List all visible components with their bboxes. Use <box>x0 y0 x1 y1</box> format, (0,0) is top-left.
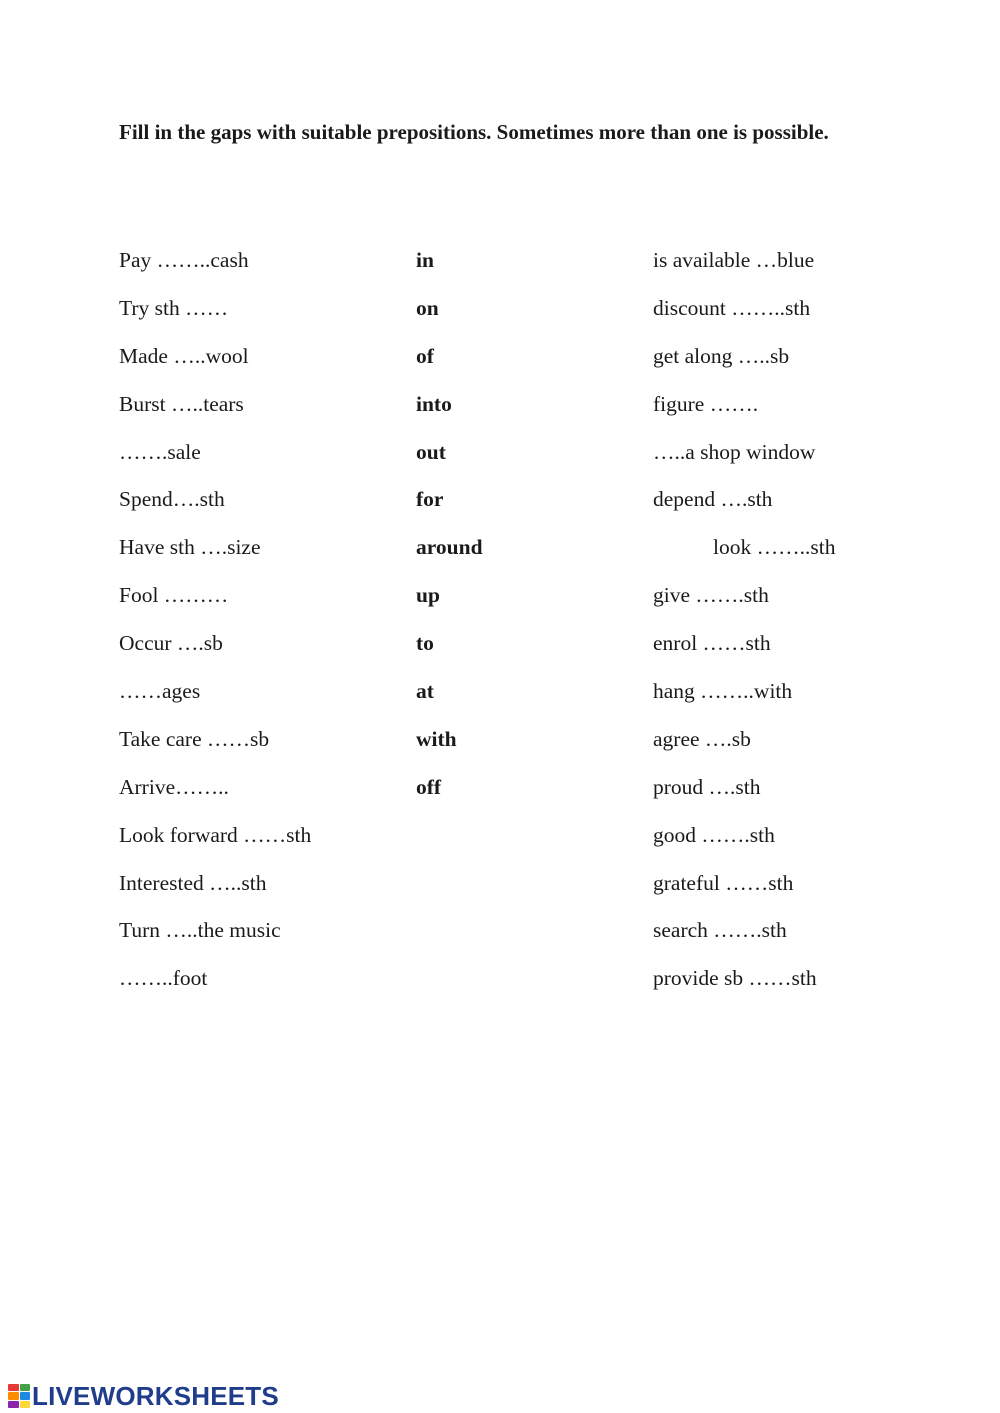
instructions: Fill in the gaps with suitable prepositions. Sometimes more than one is possible. <box>119 120 829 144</box>
phrase-item: proud ….sth <box>653 774 761 799</box>
phrase-item: Fool ……… <box>119 583 229 608</box>
phrase-item: Have sth ….size <box>119 535 261 560</box>
phrase-item: search …….sth <box>653 918 787 943</box>
phrase-item: Occur ….sb <box>119 631 223 656</box>
logo-square <box>20 1401 31 1408</box>
phrase-item: grateful ……sth <box>653 870 794 895</box>
phrase-list-left <box>119 243 311 1009</box>
preposition-item: of <box>416 343 434 368</box>
preposition-item: to <box>416 631 434 656</box>
phrase-item: ……..foot <box>119 966 208 991</box>
phrase-item: look ……..sth <box>713 535 836 560</box>
phrase-item: good …….sth <box>653 822 775 847</box>
phrase-item: Try sth …… <box>119 295 229 320</box>
phrase-item: …..a shop window <box>653 439 816 464</box>
preposition-item: out <box>416 439 446 464</box>
phrase-item: Made …..wool <box>119 343 249 368</box>
logo-square <box>20 1392 31 1399</box>
phrase-item: Pay ……..cash <box>119 248 249 272</box>
logo-square <box>8 1384 19 1391</box>
logo-square <box>20 1384 31 1391</box>
preposition-item: up <box>416 583 440 608</box>
preposition-item: on <box>416 295 439 320</box>
phrase-item: give …….sth <box>653 583 769 608</box>
preposition-bank <box>416 243 483 818</box>
phrase-item: provide sb ……sth <box>653 966 817 991</box>
phrase-item: depend ….sth <box>653 487 773 512</box>
phrase-item: hang ……..with <box>653 679 793 704</box>
preposition-item: off <box>416 774 442 799</box>
logo-text: LIVEWORKSHEETS <box>32 1381 279 1411</box>
preposition-item: in <box>416 248 434 272</box>
logo-mark-icon <box>8 1384 30 1408</box>
phrase-item: enrol ……sth <box>653 631 771 656</box>
phrase-item: is available …blue <box>653 248 815 272</box>
preposition-item: for <box>416 487 444 512</box>
phrase-item: discount ……..sth <box>653 295 811 320</box>
phrase-list-right <box>653 243 835 1009</box>
preposition-item: into <box>416 391 452 416</box>
phrase-item: Burst …..tears <box>119 391 244 416</box>
phrase-item: agree ….sb <box>653 726 751 751</box>
preposition-item: around <box>416 535 483 560</box>
phrase-item: ……ages <box>119 679 201 704</box>
phrase-item: figure ……. <box>653 391 759 416</box>
logo-square <box>8 1392 19 1399</box>
phrase-item: Turn …..the music <box>119 918 281 943</box>
phrase-item: Arrive…….. <box>119 774 229 799</box>
phrase-item: …….sale <box>119 439 201 464</box>
preposition-item: with <box>416 726 457 751</box>
preposition-item: at <box>416 679 434 704</box>
phrase-item: Take care ……sb <box>119 726 270 751</box>
liveworksheets-logo <box>8 1381 279 1411</box>
phrase-item: Spend….sth <box>119 487 225 512</box>
phrase-item: get along …..sb <box>653 343 790 368</box>
phrase-item: Interested …..sth <box>119 870 267 895</box>
logo-square <box>8 1401 19 1408</box>
phrase-item: Look forward ……sth <box>119 822 312 847</box>
